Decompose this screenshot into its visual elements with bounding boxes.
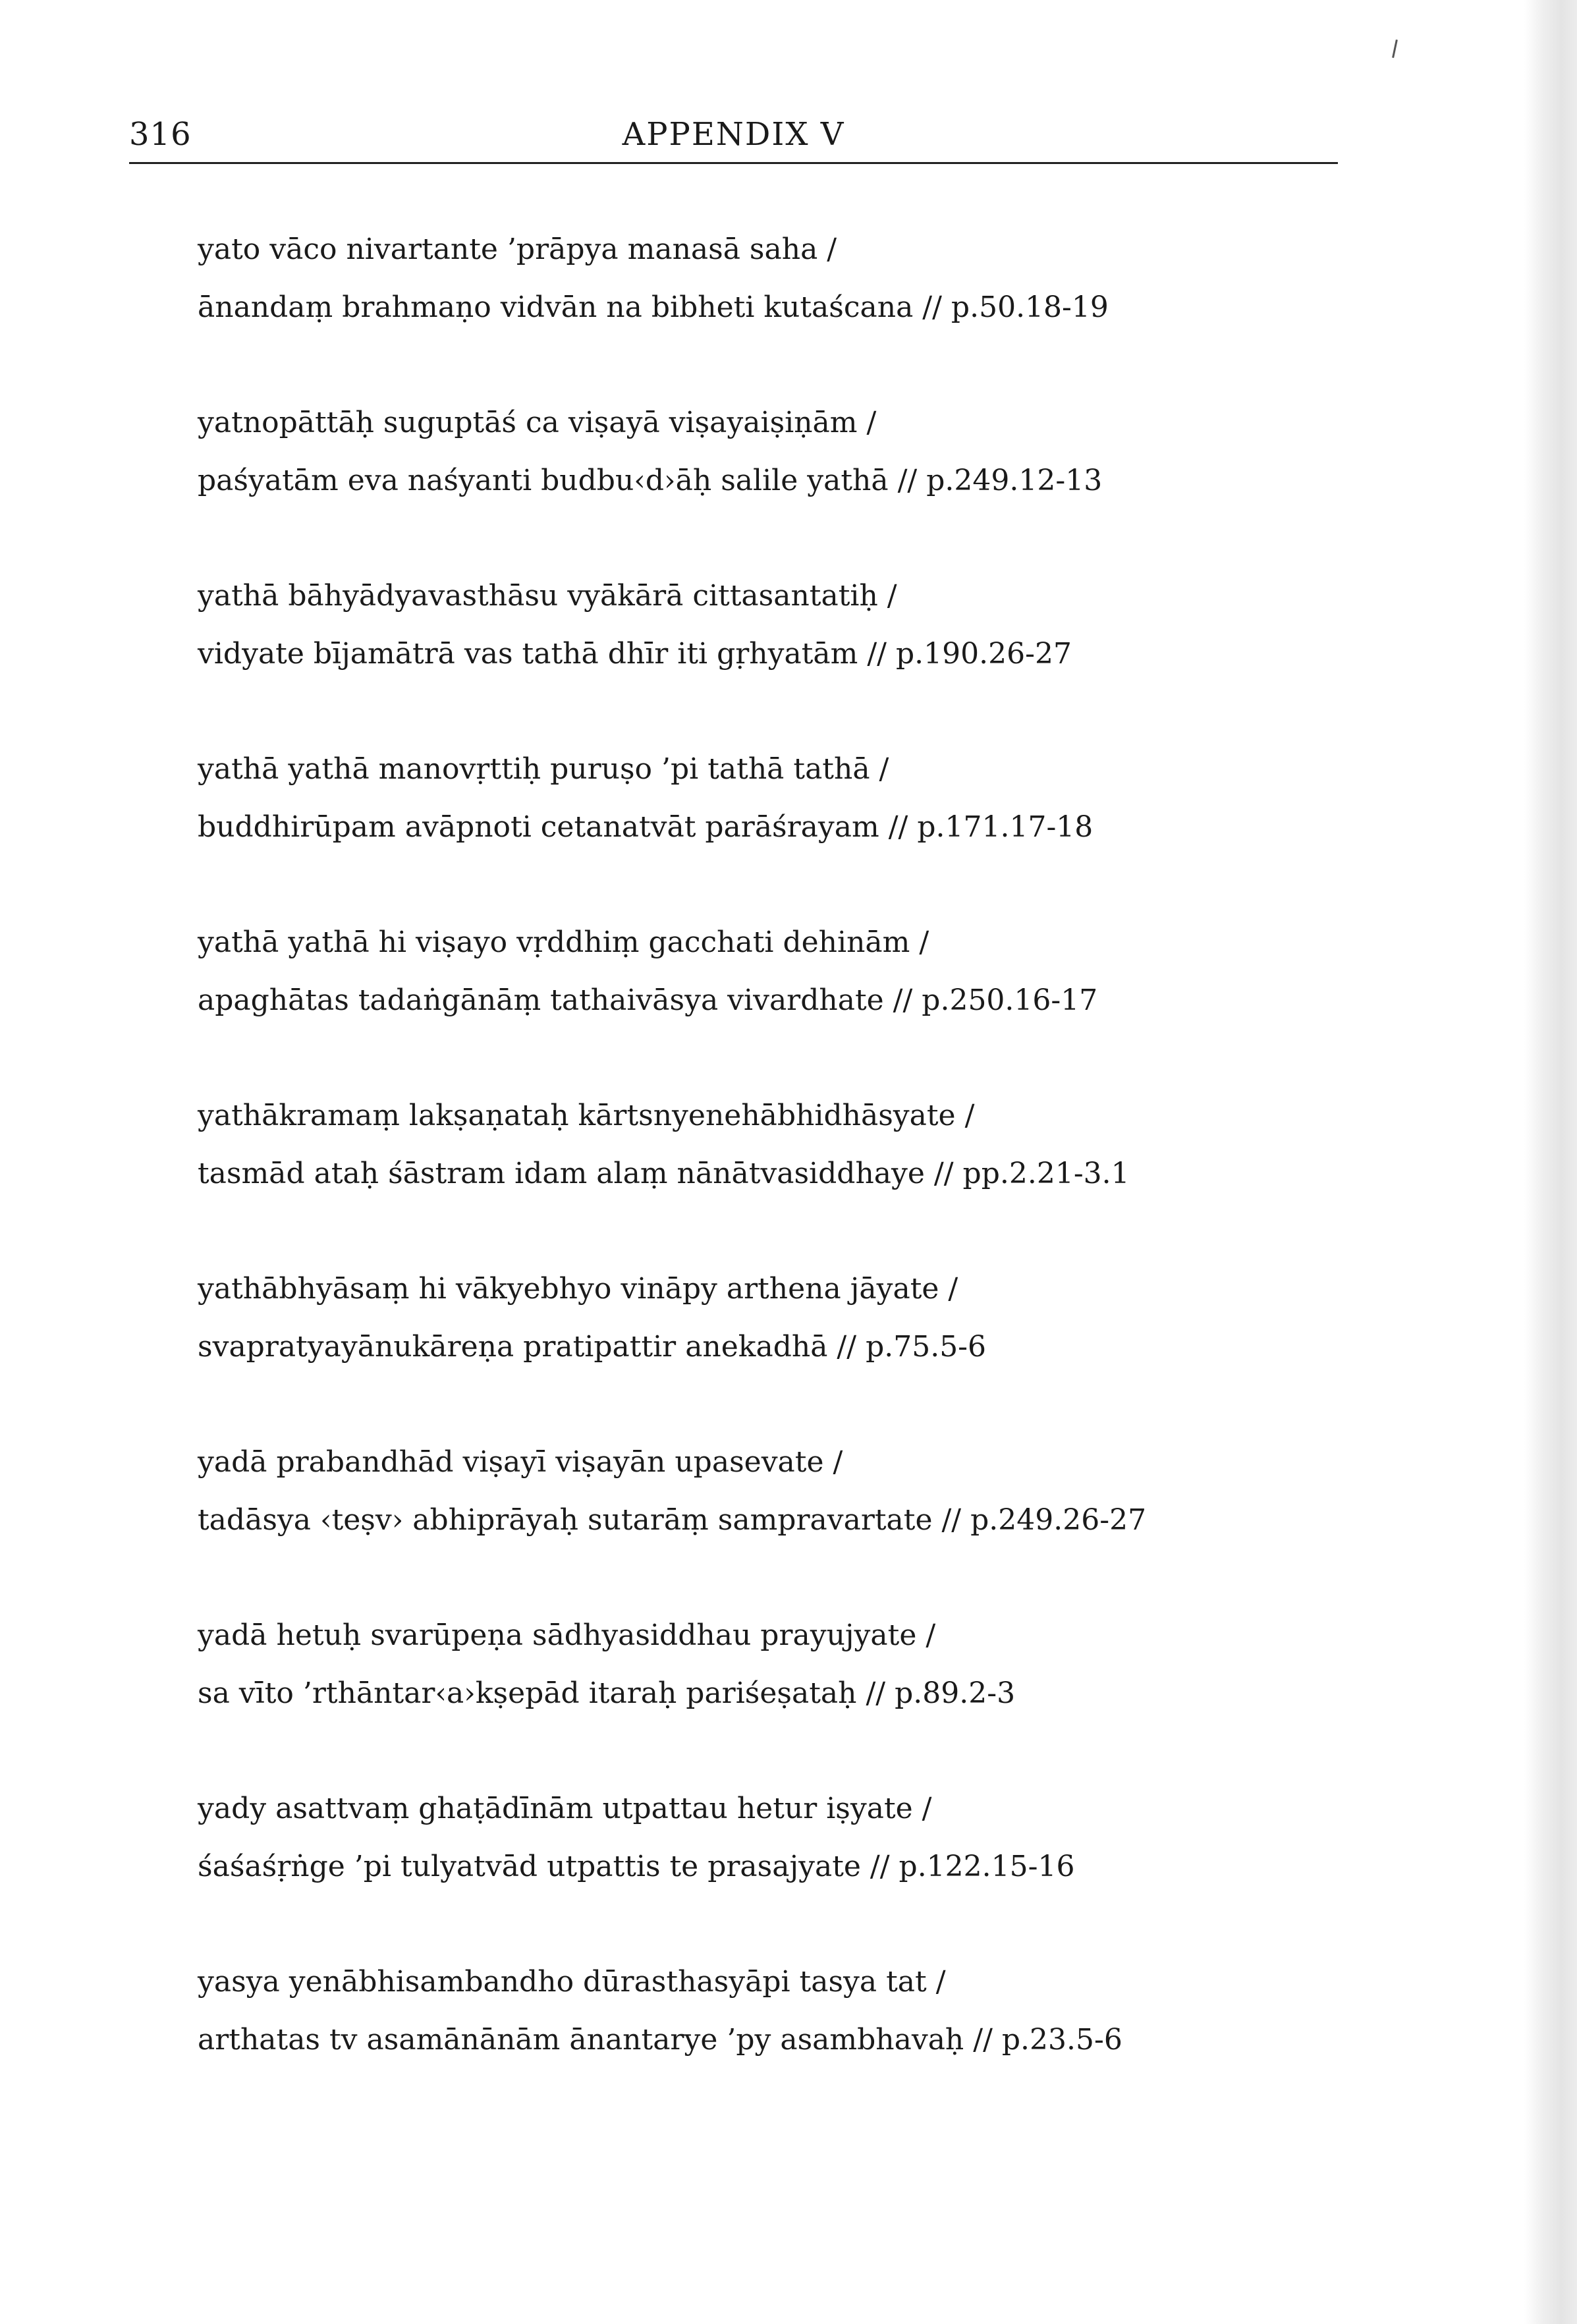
- verse-entry: [198, 1607, 1317, 1780]
- verse-entry: [198, 1087, 1317, 1260]
- page-title: APPENDIX V: [622, 116, 845, 153]
- stray-pen-mark: [1392, 40, 1398, 58]
- verse-line-2: vidyate bījamātrā vas tathā dhīr iti gṛhyatām // p.190.26-27: [198, 637, 1072, 671]
- verse-line-1: yadā prabandhād viṣayī viṣayān upasevate /: [198, 1445, 843, 1479]
- verse-line-2: apaghātas tadaṅgānāṃ tathaivāsya vivardhate // p.250.16-17: [198, 983, 1098, 1017]
- verse-entry: [198, 740, 1317, 914]
- verse-entry: [198, 1433, 1317, 1607]
- verse-entry: [198, 567, 1317, 740]
- verse-entry: [198, 1260, 1317, 1433]
- verse-line-2: paśyatām eva naśyanti budbu‹d›āḥ salile yathā // p.249.12-13: [198, 464, 1103, 497]
- verse-entry: [198, 1780, 1317, 1953]
- verse-line-2: tasmād ataḥ śāstram idam alaṃ nānātvasiddhaye // pp.2.21-3.1: [198, 1157, 1130, 1190]
- page-edge-shadow: [1524, 0, 1577, 2324]
- verse-line-1: yasya yenābhisambandho dūrasthasyāpi tasya tat /: [198, 1965, 946, 1999]
- verse-line-1: yady asattvaṃ ghaṭādīnām utpattau hetur iṣyate /: [198, 1792, 932, 1825]
- running-header: [129, 111, 1338, 164]
- verse-line-1: yatnopāttāḥ suguptāś ca viṣayā viṣayaiṣiṇām /: [198, 406, 877, 439]
- verse-line-2: svapratyayānukāreṇa pratipattir anekadhā // p.75.5-6: [198, 1330, 987, 1364]
- verse-line-1: yathākramaṃ lakṣaṇataḥ kārtsnyenehābhidhāsyate /: [198, 1099, 975, 1132]
- verse-line-1: yadā hetuḥ svarūpeṇa sādhyasiddhau prayujyate /: [198, 1618, 936, 1652]
- verse-line-2: sa vīto ’rthāntar‹a›kṣepād itaraḥ pariśeṣataḥ // p.89.2-3: [198, 1676, 1016, 1710]
- verse-line-1: yathā yathā manovṛttiḥ puruṣo ’pi tathā tathā /: [198, 752, 889, 786]
- verse-line-1: yathā bāhyādyavasthāsu vyākārā cittasantatiḥ /: [198, 579, 897, 613]
- verse-index-list: [198, 221, 1317, 2126]
- verse-entry: [198, 1953, 1317, 2126]
- verse-line-2: tadāsya ‹teṣv› abhiprāyaḥ sutarāṃ sampravartate // p.249.26-27: [198, 1503, 1147, 1537]
- verse-entry: [198, 221, 1317, 394]
- verse-entry: [198, 394, 1317, 567]
- verse-line-1: yathābhyāsaṃ hi vākyebhyo vināpy arthena jāyate /: [198, 1272, 958, 1306]
- verse-line-2: buddhirūpam avāpnoti cetanatvāt parāśrayam // p.171.17-18: [198, 810, 1093, 844]
- page-number: 316: [129, 116, 192, 153]
- verse-line-2: arthatas tv asamānānām ānantarye ’py asambhavaḥ // p.23.5-6: [198, 2023, 1122, 2057]
- verse-line-2: ānandaṃ brahmaṇo vidvān na bibheti kutaścana // p.50.18-19: [198, 290, 1109, 324]
- verse-entry: [198, 914, 1317, 1087]
- verse-line-2: śaśaśṛṅge ’pi tulyatvād utpattis te prasajyate // p.122.15-16: [198, 1850, 1075, 1883]
- verse-line-1: yathā yathā hi viṣayo vṛddhiṃ gacchati dehinām /: [198, 926, 929, 959]
- verse-line-1: yato vāco nivartante ’prāpya manasā saha /: [198, 233, 837, 266]
